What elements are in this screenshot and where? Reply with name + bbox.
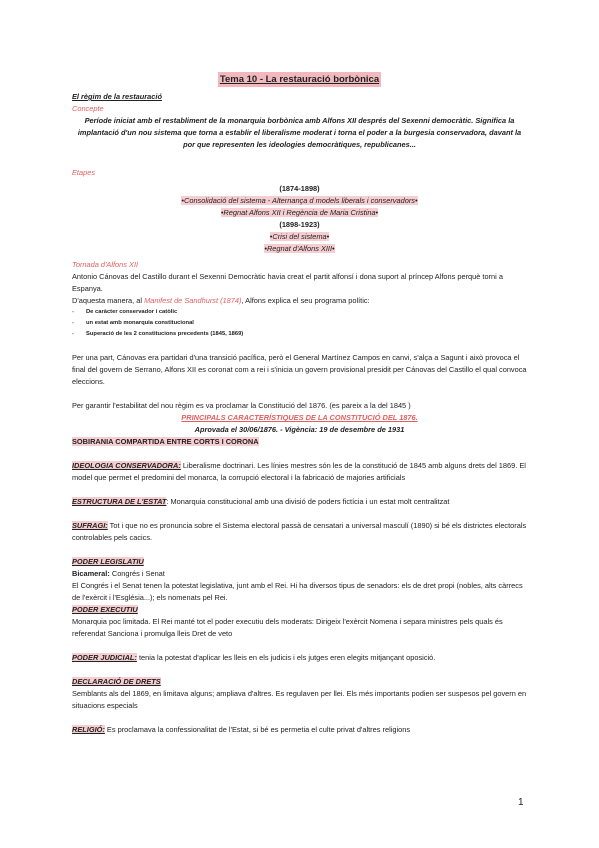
concepte-text: Període iniciat amb el restabliment de la monarquia borbònica amb Alfons XII després del Sexenni democràtic. Significa la implantació d'un nou sistema que torna a establir el liberalisme moderat i torna el poder a la burgesia conservadora, davant la por que representen les ideologies democràtiques, republicanes... xyxy=(77,116,522,149)
etapa-period-2: (1898-1923) xyxy=(279,220,320,229)
list-item: - Superació de les 2 constitucions precedents (1845, 1869) xyxy=(86,329,527,340)
constitucio-heading: PRINCIPALS CARACTERÍSTIQUES DE LA CONSTITUCIÓ DEL 1876. xyxy=(181,413,418,422)
tornada-para-1: Antonio Cánovas del Castillo durant el Sexenni Democràtic havia creat el partit alfonsí i dona suport al príncep Alfons perquè torni a Espanya. xyxy=(72,272,503,293)
list-item: - un estat amb monarquia constitucional xyxy=(86,318,527,329)
ideologia-text: Liberalisme doctrinari. Les línies mestres són les de la constitució de 1845 amb alguns drets del 1869. El model que permet el predomini del monarca, la corrupció electoral i la fabricació de majories artificials xyxy=(72,461,526,482)
concepte-label: Concepte xyxy=(72,104,104,113)
etapa-item-1: •Consolidació del sistema - Alternança d models liberals i conservadors• xyxy=(181,196,418,205)
estructura-text: : Monarquia constitucional amb una divisió de poders fictícia i un estat molt centralitzat xyxy=(166,497,450,506)
religio-text: Es proclamava la confessionalitat de l'Estat, si bé es permetia el culte privat d'altres religions xyxy=(104,725,411,734)
page-title: Tema 10 - La restauració borbònica xyxy=(219,74,380,85)
etapa-item-3: •Crisi del sistema• xyxy=(269,232,330,241)
judicial-label: PODER JUDICIAL: xyxy=(72,653,137,662)
bicameral-label: Bicameral: xyxy=(72,569,110,578)
bicameral-line xyxy=(72,568,527,580)
executiu-label: PODER EXECUTIU xyxy=(72,605,138,614)
executiu-text: Monarquia poc limitada. El Rei manté tot el poder executiu dels moderats: Dirigeix l'exèrcit Nomena i separa ministres pels quals és referendat Sanciona i promulga lleis Dret de veto xyxy=(72,617,503,638)
document-page xyxy=(72,70,527,736)
etapes-block xyxy=(72,183,527,255)
manifest-link: Manifest de Sandhurst (1874) xyxy=(144,296,242,305)
ideologia-paragraph xyxy=(72,460,527,484)
estructura-label: ESTRUCTURA DE L'ESTAT xyxy=(72,497,167,506)
etapes-label: Etapes xyxy=(72,168,96,177)
sobirania-heading: SOBIRANIA COMPARTIDA ENTRE CORTS I CORONA xyxy=(72,437,259,446)
judicial-paragraph xyxy=(72,652,527,664)
legislatiu-label: PODER LEGISLATIU xyxy=(72,557,144,566)
program-list xyxy=(72,307,527,340)
tornada-label: Tornada d'Alfons XII xyxy=(72,260,139,269)
judicial-text: tenia la potestat d'aplicar les lleis en els judicis i els jutges eren elegits mitjançant oposició. xyxy=(136,653,436,662)
tornada-para-4: Per garantir l'estabilitat del nou règim es va proclamar la Constitució del 1876. (es pareix a la del 1845 ) xyxy=(72,401,411,410)
sufragi-text: Tot i que no es pronuncia sobre el Sistema electoral passà de censatari a universal masculí (1890) si bé els districtes electorals controlables pels cacics. xyxy=(72,521,527,542)
legislatiu-text: El Congrés i el Senat tenen la potestat legislativa, junt amb el Rei. Hi ha diversos tipus de senadors: els de dret propi (nobles, alts càrrecs de l'exèrcit i l'Església...); els nomenats pel Rei. xyxy=(72,581,523,602)
estructura-paragraph xyxy=(72,496,527,508)
religio-paragraph xyxy=(72,724,527,736)
religio-label: RELIGIÓ: xyxy=(72,725,105,734)
constitucio-dates: Aprovada el 30/06/1876. - Vigència: 19 de desembre de 1931 xyxy=(194,425,405,434)
tornada-para-2 xyxy=(72,295,527,307)
page-number: 1 xyxy=(518,797,524,808)
drets-label: DECLARACIÓ DE DRETS xyxy=(72,677,161,686)
title-wrap xyxy=(72,72,527,87)
bicameral-text: Congrés i Senat xyxy=(109,569,165,578)
tornada-para-3: Per una part, Cánovas era partidari d'una transició pacífica, però el General Martínez Campos en canvi, s'alça a Sagunt i això provoca el final del govern de Serrano, Alfons XII es coronat com a rei i s'inicia un govern provisional presidit per Cánovas del Castillo el qual convoca eleccions. xyxy=(72,353,527,386)
sufragi-paragraph xyxy=(72,520,527,544)
etapa-item-2: •Regnat Alfons XII i Regència de Maria Cristina• xyxy=(220,208,379,217)
tornada-para-2-pre: D'aquesta manera, al xyxy=(72,296,145,305)
list-item: - De caràcter conservador i catòlic xyxy=(86,307,527,318)
ideologia-label: IDEOLOGIA CONSERVADORA: xyxy=(72,461,181,470)
section-heading: El règim de la restauració xyxy=(72,92,162,101)
sufragi-label: SUFRAGI: xyxy=(72,521,108,530)
drets-text: Semblants als del 1869, en limitava alguns; ampliava d'altres. Es regulaven per llei. Els més importants podien ser suspesos pel govern en situacions especials xyxy=(72,689,527,710)
etapa-period-1: (1874-1898) xyxy=(279,184,320,193)
tornada-para-2-post: , Alfons explica el seu programa polític: xyxy=(241,296,370,305)
etapa-item-4: •Regnat d'Alfons XIII• xyxy=(264,244,335,253)
